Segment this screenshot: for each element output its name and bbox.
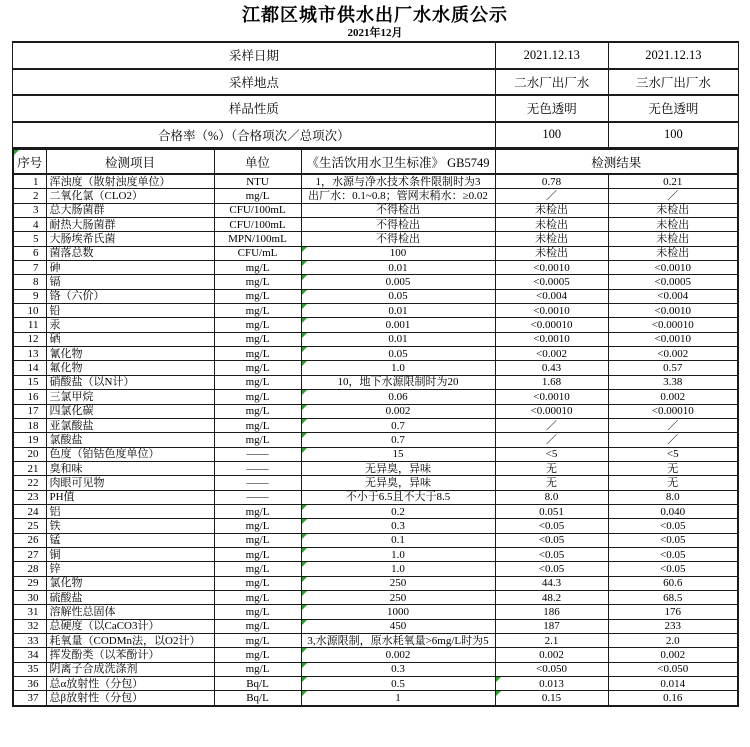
cell-result-plant2: <0.0010 <box>495 304 608 318</box>
info-label-sampling-location: 采样地点 <box>13 69 496 96</box>
table-row <box>13 375 738 389</box>
cell-standard: 0.01 <box>301 304 495 318</box>
cell-unit: mg/L <box>214 375 301 389</box>
table-row <box>13 261 738 275</box>
results-header-row <box>13 150 738 175</box>
cell-result-plant2: 187 <box>495 619 608 633</box>
cell-result-plant3: <0.05 <box>608 519 738 533</box>
cell-result-plant2: <0.0010 <box>495 390 608 404</box>
cell-no: 35 <box>13 662 46 676</box>
cell-result-plant2: <0.0005 <box>495 275 608 289</box>
cell-result-plant2: 未检出 <box>495 246 608 260</box>
cell-result-plant3: 未检出 <box>608 246 738 260</box>
cell-standard: 1 <box>301 691 495 706</box>
cell-no: 21 <box>13 461 46 475</box>
table-row <box>13 605 738 619</box>
cell-result-plant2: 2.1 <box>495 634 608 648</box>
cell-result-plant2: <0.00010 <box>495 404 608 418</box>
cell-result-plant3: <0.0010 <box>608 261 738 275</box>
cell-no: 13 <box>13 347 46 361</box>
table-row <box>13 677 738 691</box>
cell-unit: mg/L <box>214 634 301 648</box>
cell-result-plant2: 0.15 <box>495 691 608 706</box>
cell-no: 37 <box>13 691 46 706</box>
cell-result-plant2: 44.3 <box>495 576 608 590</box>
cell-result-plant3: 60.6 <box>608 576 738 590</box>
cell-unit: mg/L <box>214 562 301 576</box>
cell-result-plant3: <0.004 <box>608 289 738 303</box>
table-row <box>13 189 738 203</box>
cell-standard: 10，地下水源限制时为20 <box>301 375 495 389</box>
cell-unit: mg/L <box>214 318 301 332</box>
cell-standard: 0.01 <box>301 332 495 346</box>
cell-item: 肉眼可见物 <box>46 476 214 490</box>
cell-no: 10 <box>13 304 46 318</box>
cell-item: 耗氧量（CODMn法，以O2计） <box>46 634 214 648</box>
cell-unit: mg/L <box>214 547 301 561</box>
cell-no: 33 <box>13 634 46 648</box>
table-row <box>13 547 738 561</box>
cell-item: 氯化物 <box>46 576 214 590</box>
cell-result-plant2: <0.0010 <box>495 332 608 346</box>
info-value-plant3-date: 2021.12.13 <box>608 42 738 69</box>
cell-standard: 1.0 <box>301 547 495 561</box>
cell-no: 1 <box>13 174 46 189</box>
cell-result-plant2: <0.004 <box>495 289 608 303</box>
cell-no: 6 <box>13 246 46 260</box>
cell-result-plant2: 未检出 <box>495 232 608 246</box>
info-value-plant3-pass-rate: 100 <box>608 122 738 149</box>
cell-item: 铬（六价） <box>46 289 214 303</box>
cell-result-plant2: ／ <box>495 433 608 447</box>
cell-unit: mg/L <box>214 189 301 203</box>
cell-result-plant2: <0.002 <box>495 347 608 361</box>
cell-unit: mg/L <box>214 347 301 361</box>
table-row <box>13 289 738 303</box>
cell-standard: 不得检出 <box>301 218 495 232</box>
cell-standard: 0.005 <box>301 275 495 289</box>
table-row <box>13 648 738 662</box>
cell-item: 总硬度（以CaCO3计） <box>46 619 214 633</box>
cell-no: 3 <box>13 203 46 217</box>
cell-no: 12 <box>13 332 46 346</box>
cell-no: 9 <box>13 289 46 303</box>
col-header-result: 检测结果 <box>495 150 738 175</box>
cell-unit: Bq/L <box>214 691 301 706</box>
info-label-sampling-date: 采样日期 <box>13 42 496 69</box>
cell-no: 30 <box>13 590 46 604</box>
sampling-info-table <box>12 41 739 149</box>
page-title: 江都区城市供水出厂水水质公示 <box>242 5 508 25</box>
cell-no: 15 <box>13 375 46 389</box>
cell-item: 浑浊度（散射浊度单位） <box>46 174 214 189</box>
cell-result-plant2: <0.0010 <box>495 261 608 275</box>
cell-item: 硫酸盐 <box>46 590 214 604</box>
cell-result-plant3: <0.00010 <box>608 318 738 332</box>
cell-unit: CFU/100mL <box>214 203 301 217</box>
cell-result-plant3: <0.00010 <box>608 404 738 418</box>
cell-result-plant3: 0.002 <box>608 390 738 404</box>
cell-standard: 不得检出 <box>301 232 495 246</box>
cell-standard: 出厂水：0.1~0.8；管网末稍水：≥0.02 <box>301 189 495 203</box>
cell-result-plant2: 0.013 <box>495 677 608 691</box>
info-row-sampling-location <box>13 69 739 96</box>
cell-item: 总β放射性（分包） <box>46 691 214 706</box>
cell-result-plant3: 0.16 <box>608 691 738 706</box>
cell-no: 17 <box>13 404 46 418</box>
table-row <box>13 504 738 518</box>
table-row <box>13 218 738 232</box>
table-row <box>13 404 738 418</box>
cell-unit: mg/L <box>214 662 301 676</box>
cell-unit: mg/L <box>214 390 301 404</box>
cell-unit: mg/L <box>214 576 301 590</box>
cell-result-plant2: ／ <box>495 418 608 432</box>
cell-standard: 无异臭，异味 <box>301 461 495 475</box>
cell-unit: mg/L <box>214 504 301 518</box>
cell-standard: 无异臭，异味 <box>301 476 495 490</box>
table-row <box>13 490 738 504</box>
table-row <box>13 576 738 590</box>
cell-standard: 0.002 <box>301 648 495 662</box>
cell-unit: CFU/100mL <box>214 218 301 232</box>
cell-no: 22 <box>13 476 46 490</box>
cell-standard: 0.001 <box>301 318 495 332</box>
cell-result-plant2: <0.050 <box>495 662 608 676</box>
table-row <box>13 433 738 447</box>
cell-standard: 0.05 <box>301 289 495 303</box>
table-row <box>13 361 738 375</box>
table-row <box>13 590 738 604</box>
cell-result-plant3: 0.21 <box>608 174 738 189</box>
cell-no: 4 <box>13 218 46 232</box>
cell-unit: mg/L <box>214 404 301 418</box>
cell-result-plant3: <0.05 <box>608 562 738 576</box>
cell-unit: mg/L <box>214 533 301 547</box>
cell-no: 5 <box>13 232 46 246</box>
cell-item: 总大肠菌群 <box>46 203 214 217</box>
cell-standard: 不得检出 <box>301 203 495 217</box>
cell-result-plant3: 0.040 <box>608 504 738 518</box>
table-row <box>13 562 738 576</box>
col-header-item: 检测项目 <box>46 150 214 175</box>
cell-result-plant2: <0.05 <box>495 519 608 533</box>
table-row <box>13 533 738 547</box>
cell-unit: —— <box>214 447 301 461</box>
cell-no: 14 <box>13 361 46 375</box>
info-value-plant2-pass-rate: 100 <box>495 122 608 149</box>
cell-result-plant3: ／ <box>608 418 738 432</box>
cell-unit: mg/L <box>214 361 301 375</box>
table-row <box>13 232 738 246</box>
cell-standard: 0.2 <box>301 504 495 518</box>
cell-no: 32 <box>13 619 46 633</box>
cell-standard: 1，水源与净水技术条件限制时为3 <box>301 174 495 189</box>
cell-item: 氰化物 <box>46 347 214 361</box>
col-header-no: 序号 <box>13 150 46 175</box>
cell-unit: MPN/100mL <box>214 232 301 246</box>
cell-no: 19 <box>13 433 46 447</box>
cell-result-plant3: 8.0 <box>608 490 738 504</box>
cell-result-plant2: <0.00010 <box>495 318 608 332</box>
cell-standard: 250 <box>301 590 495 604</box>
cell-unit: mg/L <box>214 418 301 432</box>
table-row <box>13 691 738 706</box>
info-value-plant3-nature: 无色透明 <box>608 95 738 122</box>
table-row <box>13 275 738 289</box>
cell-unit: NTU <box>214 174 301 189</box>
info-row-sample-nature <box>13 95 739 122</box>
cell-item: 硒 <box>46 332 214 346</box>
table-row <box>13 447 738 461</box>
cell-no: 2 <box>13 189 46 203</box>
col-header-standard: 《生活饮用水卫生标准》 GB5749 <box>301 150 495 175</box>
cell-result-plant3: 2.0 <box>608 634 738 648</box>
cell-result-plant2: 0.43 <box>495 361 608 375</box>
test-results-table <box>12 149 739 707</box>
table-row <box>13 203 738 217</box>
cell-no: 26 <box>13 533 46 547</box>
cell-item: 二氧化氯（CLO2） <box>46 189 214 203</box>
cell-no: 31 <box>13 605 46 619</box>
cell-no: 28 <box>13 562 46 576</box>
cell-unit: mg/L <box>214 332 301 346</box>
col-header-unit: 单位 <box>214 150 301 175</box>
cell-result-plant3: ／ <box>608 433 738 447</box>
cell-item: 总α放射性（分包） <box>46 677 214 691</box>
cell-no: 34 <box>13 648 46 662</box>
cell-result-plant3: <0.0010 <box>608 304 738 318</box>
cell-standard: 1.0 <box>301 562 495 576</box>
cell-item: 臭和味 <box>46 461 214 475</box>
cell-item: 挥发酚类（以苯酚计） <box>46 648 214 662</box>
cell-item: 铁 <box>46 519 214 533</box>
cell-standard: 0.5 <box>301 677 495 691</box>
table-row <box>13 347 738 361</box>
cell-unit: mg/L <box>214 619 301 633</box>
cell-standard: 450 <box>301 619 495 633</box>
cell-item: 三氯甲烷 <box>46 390 214 404</box>
cell-result-plant3: <0.05 <box>608 547 738 561</box>
table-row <box>13 246 738 260</box>
table-row <box>13 318 738 332</box>
cell-item: 锰 <box>46 533 214 547</box>
cell-standard: 0.1 <box>301 533 495 547</box>
cell-result-plant2: <5 <box>495 447 608 461</box>
cell-unit: —— <box>214 490 301 504</box>
cell-result-plant3: 0.014 <box>608 677 738 691</box>
cell-no: 29 <box>13 576 46 590</box>
cell-no: 24 <box>13 504 46 518</box>
cell-standard: 0.06 <box>301 390 495 404</box>
cell-item: 铜 <box>46 547 214 561</box>
cell-no: 25 <box>13 519 46 533</box>
cell-no: 7 <box>13 261 46 275</box>
info-row-sampling-date <box>13 42 739 69</box>
cell-result-plant2: <0.05 <box>495 533 608 547</box>
cell-unit: —— <box>214 476 301 490</box>
cell-standard: 15 <box>301 447 495 461</box>
cell-result-plant3: <0.050 <box>608 662 738 676</box>
cell-unit: mg/L <box>214 275 301 289</box>
cell-unit: mg/L <box>214 289 301 303</box>
cell-item: 汞 <box>46 318 214 332</box>
cell-result-plant3: <0.0005 <box>608 275 738 289</box>
cell-standard: 不小于6.5且不大于8.5 <box>301 490 495 504</box>
cell-unit: mg/L <box>214 261 301 275</box>
cell-result-plant3: 3.38 <box>608 375 738 389</box>
cell-result-plant2: 无 <box>495 476 608 490</box>
table-row <box>13 461 738 475</box>
cell-no: 23 <box>13 490 46 504</box>
info-value-plant2-date: 2021.12.13 <box>495 42 608 69</box>
cell-result-plant2: 0.78 <box>495 174 608 189</box>
table-row <box>13 634 738 648</box>
cell-result-plant3: 无 <box>608 461 738 475</box>
cell-item: 镉 <box>46 275 214 289</box>
cell-result-plant2: <0.05 <box>495 547 608 561</box>
cell-result-plant3: ／ <box>608 189 738 203</box>
cell-standard: 1.0 <box>301 361 495 375</box>
cell-result-plant3: 233 <box>608 619 738 633</box>
cell-standard: 0.7 <box>301 433 495 447</box>
cell-result-plant2: 48.2 <box>495 590 608 604</box>
cell-standard: 3,水源限制，原水耗氧量>6mg/L时为5 <box>301 634 495 648</box>
info-value-plant2-nature: 无色透明 <box>495 95 608 122</box>
table-row <box>13 304 738 318</box>
cell-standard: 1000 <box>301 605 495 619</box>
cell-item: 砷 <box>46 261 214 275</box>
table-row <box>13 390 738 404</box>
cell-item: 阴离子合成洗涤剂 <box>46 662 214 676</box>
cell-unit: —— <box>214 461 301 475</box>
cell-standard: 0.01 <box>301 261 495 275</box>
cell-result-plant2: 8.0 <box>495 490 608 504</box>
cell-result-plant2: 0.002 <box>495 648 608 662</box>
cell-item: 溶解性总固体 <box>46 605 214 619</box>
cell-result-plant3: 未检出 <box>608 218 738 232</box>
cell-item: PH值 <box>46 490 214 504</box>
cell-no: 36 <box>13 677 46 691</box>
cell-unit: mg/L <box>214 433 301 447</box>
table-row <box>13 174 738 189</box>
cell-item: 色度（铂钴色度单位） <box>46 447 214 461</box>
cell-result-plant2: 186 <box>495 605 608 619</box>
table-row <box>13 476 738 490</box>
table-row <box>13 332 738 346</box>
cell-item: 耐热大肠菌群 <box>46 218 214 232</box>
cell-no: 27 <box>13 547 46 561</box>
cell-result-plant3: 无 <box>608 476 738 490</box>
cell-item: 铅 <box>46 304 214 318</box>
cell-no: 20 <box>13 447 46 461</box>
cell-unit: mg/L <box>214 519 301 533</box>
info-value-plant2-location: 二水厂出厂水 <box>495 69 608 96</box>
cell-item: 硝酸盐（以N计） <box>46 375 214 389</box>
cell-result-plant3: <0.0010 <box>608 332 738 346</box>
cell-no: 11 <box>13 318 46 332</box>
cell-result-plant3: <0.002 <box>608 347 738 361</box>
cell-unit: mg/L <box>214 605 301 619</box>
cell-no: 18 <box>13 418 46 432</box>
cell-standard: 0.3 <box>301 662 495 676</box>
cell-no: 16 <box>13 390 46 404</box>
cell-item: 铝 <box>46 504 214 518</box>
cell-standard: 0.05 <box>301 347 495 361</box>
info-row-pass-rate <box>13 122 739 149</box>
cell-result-plant3: 68.5 <box>608 590 738 604</box>
cell-result-plant2: ／ <box>495 189 608 203</box>
cell-standard: 100 <box>301 246 495 260</box>
cell-no: 8 <box>13 275 46 289</box>
cell-item: 大肠埃希氏菌 <box>46 232 214 246</box>
info-value-plant3-location: 三水厂出厂水 <box>608 69 738 96</box>
info-label-sample-nature: 样品性质 <box>13 95 496 122</box>
table-row <box>13 662 738 676</box>
cell-unit: mg/L <box>214 304 301 318</box>
cell-result-plant3: <0.05 <box>608 533 738 547</box>
cell-result-plant3: 176 <box>608 605 738 619</box>
cell-result-plant3: 未检出 <box>608 203 738 217</box>
table-row <box>13 619 738 633</box>
cell-result-plant3: 0.002 <box>608 648 738 662</box>
cell-result-plant2: 未检出 <box>495 218 608 232</box>
cell-standard: 250 <box>301 576 495 590</box>
cell-item: 氯酸盐 <box>46 433 214 447</box>
cell-item: 亚氯酸盐 <box>46 418 214 432</box>
cell-standard: 0.3 <box>301 519 495 533</box>
cell-unit: mg/L <box>214 648 301 662</box>
table-row <box>13 519 738 533</box>
cell-result-plant3: 0.57 <box>608 361 738 375</box>
cell-standard: 0.002 <box>301 404 495 418</box>
cell-result-plant2: 未检出 <box>495 203 608 217</box>
cell-item: 氟化物 <box>46 361 214 375</box>
cell-standard: 0.7 <box>301 418 495 432</box>
cell-result-plant2: 1.68 <box>495 375 608 389</box>
cell-unit: Bq/L <box>214 677 301 691</box>
page-subtitle: 2021年12月 <box>347 27 403 39</box>
cell-result-plant3: 未检出 <box>608 232 738 246</box>
cell-result-plant2: 0.051 <box>495 504 608 518</box>
cell-result-plant2: <0.05 <box>495 562 608 576</box>
cell-item: 菌落总数 <box>46 246 214 260</box>
cell-item: 四氯化碳 <box>46 404 214 418</box>
cell-result-plant2: 无 <box>495 461 608 475</box>
info-label-pass-rate: 合格率（%）（合格项次／总项次） <box>13 122 496 149</box>
cell-result-plant3: <5 <box>608 447 738 461</box>
cell-unit: CFU/mL <box>214 246 301 260</box>
cell-item: 锌 <box>46 562 214 576</box>
cell-unit: mg/L <box>214 590 301 604</box>
table-row <box>13 418 738 432</box>
